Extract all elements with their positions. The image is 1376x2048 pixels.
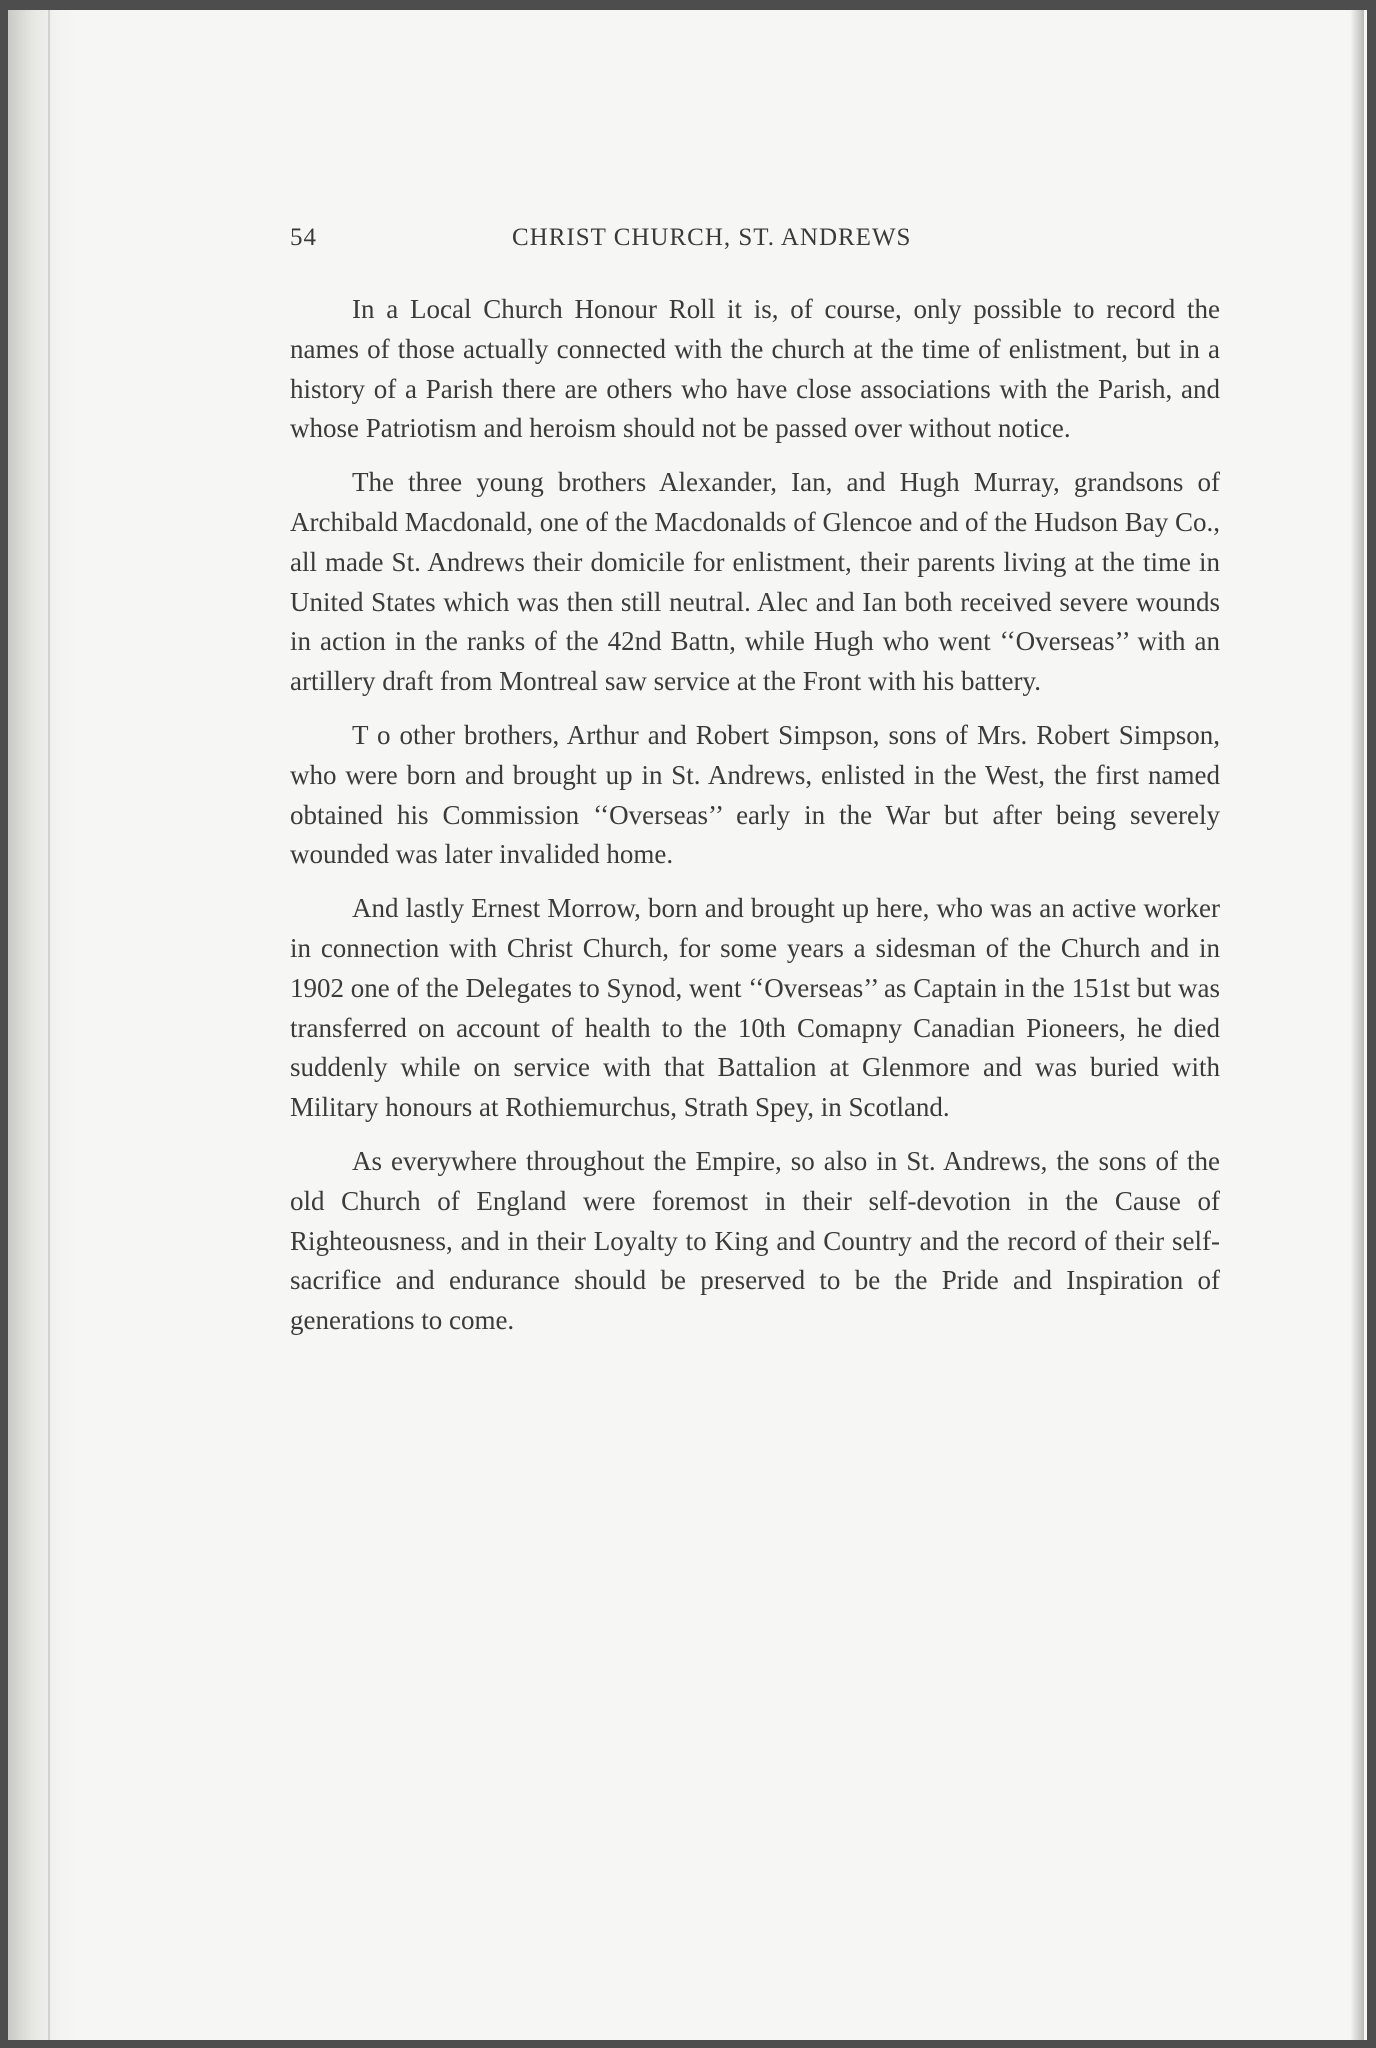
paragraph-simpson-brothers: T o other brothers, Arthur and Robert Simpson, sons of Mrs. Robert Simpson, who were born and brought up in St. Andrews, enlisted in the West, the first named obtained his Commission ‘‘Overseas’’ early in the War but after being severely wounded was later invalided home. — [290, 719, 1220, 870]
running-title: CHRIST CHURCH, ST. ANDREWS — [512, 224, 912, 251]
paragraph-murray-brothers: The three young brothers Alexander, Ian, and Hugh Murray, grandsons of Archibald Macdonald, one of the Macdonalds of Glencoe and of the Hudson Bay Co., all made St. Andrews their domicile for enlistment, their parents living at the time in United States which was then still neutral. Alec and Ian both received severe wounds in action in the ranks of the 42nd Battn, while Hugh who went ‘‘Overseas’’ with an artillery draft from Montreal saw service at the Front with his battery. — [290, 467, 1220, 697]
spine-line — [48, 10, 50, 2040]
spine-shadow — [8, 10, 78, 2040]
page-right-edge — [1350, 10, 1364, 2040]
paragraph-conclusion: As everywhere throughout the Empire, so also in St. Andrews, the sons of the old Church of England were foremost in their self-devotion in the Cause of Righteousness, and in their Loyalty to King and Country and the record of their self-sacrifice and endurance should be preserved to be the Pride and Inspiration of generations to come. — [290, 1145, 1220, 1336]
body-text — [290, 290, 1220, 1355]
paragraph-honour-roll: In a Local Church Honour Roll it is, of course, only possible to record the names of those actually connected with the church at the time of enlistment, but in a history of a Parish there are others who have close associations with the Parish, and whose Patriotism and heroism should not be passed over without notice. — [290, 294, 1220, 444]
page-header — [290, 224, 1220, 264]
page-number: 54 — [290, 224, 317, 251]
paragraph-ernest-morrow: And lastly Ernest Morrow, born and brought up here, who was an active worker in connection with Christ Church, for some years a sidesman of the Church and in 1902 one of the Delegates to Synod, went ‘‘Overseas’’ as Captain in the 151st but was transferred on account of health to the 10th Comapny Canadian Pioneers, he died suddenly while on service with that Battalion at Glenmore and was buried with Military honours at Rothiemurchus, Strath Spey, in Scotland. — [290, 893, 1220, 1123]
